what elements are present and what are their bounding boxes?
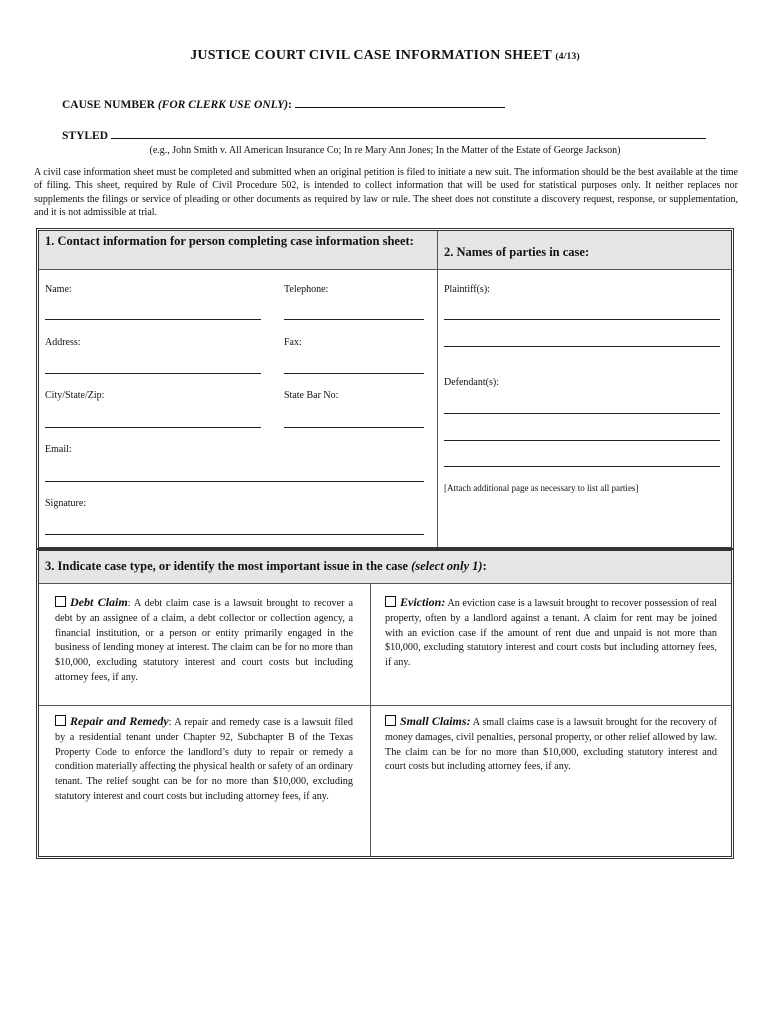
styled-row bbox=[62, 128, 706, 142]
defendant-field-1[interactable] bbox=[444, 413, 720, 414]
email-field[interactable] bbox=[45, 481, 424, 482]
column-divider bbox=[437, 269, 438, 547]
signature-label: Signature: bbox=[45, 498, 87, 509]
defendant-label: Defendant(s): bbox=[444, 377, 499, 388]
section2-heading: 2. Names of parties in case: bbox=[444, 245, 590, 259]
defendant-field-3[interactable] bbox=[444, 466, 720, 467]
case-description: A debt claim case is a lawsuit brought to recover a debt by an assignee of a claim, a debt collector or collection agency, a financial institution, or a person or entity primarily engaged in the business of lending money at interest. The claim can be for no more than $10,000, excluding statutory interest and court costs but including attorney fees, if any. bbox=[55, 598, 353, 683]
case-name: Repair and Remedy bbox=[70, 714, 169, 728]
section3-heading-colon: : bbox=[482, 559, 487, 573]
plaintiff-field-2[interactable] bbox=[444, 346, 720, 347]
case-name: Small Claims: bbox=[400, 714, 471, 728]
section3-heading-select: (select only 1) bbox=[411, 559, 483, 573]
email-label: Email: bbox=[45, 444, 72, 455]
fax-field[interactable] bbox=[284, 373, 424, 374]
small-claims-checkbox[interactable] bbox=[385, 715, 396, 726]
case-sep: : bbox=[168, 717, 175, 728]
cause-colon: : bbox=[288, 99, 292, 111]
cause-number-field[interactable] bbox=[295, 97, 505, 108]
case-name: Debt Claim bbox=[70, 595, 128, 609]
case-debt-claim[interactable] bbox=[55, 595, 353, 686]
clerk-use-note: (FOR CLERK USE ONLY) bbox=[157, 99, 289, 111]
form-version: (4/13) bbox=[555, 52, 580, 62]
bar-number-field[interactable] bbox=[284, 427, 424, 428]
case-row-divider bbox=[39, 705, 731, 706]
debt-claim-checkbox[interactable] bbox=[55, 596, 66, 607]
section1-header bbox=[39, 231, 438, 270]
contact-parties-box bbox=[36, 228, 734, 550]
parties-note: [Attach additional page as necessary to list all parties] bbox=[444, 483, 639, 493]
case-small-claims[interactable] bbox=[385, 714, 717, 775]
styled-label: STYLED bbox=[62, 130, 109, 142]
case-description: A small claims case is a lawsuit brought for the recovery of money damages, civil penalties, personal property, or other relief allowed by law. The claim can be for no more than $10,000, excluding statutory interest and court costs but including attorney fees, if any. bbox=[385, 717, 717, 773]
case-eviction[interactable] bbox=[385, 595, 717, 671]
plaintiff-field-1[interactable] bbox=[444, 319, 720, 320]
address-field[interactable] bbox=[45, 373, 261, 374]
cause-number-row bbox=[62, 97, 505, 111]
form-title-text: JUSTICE COURT CIVIL CASE INFORMATION SHEET bbox=[190, 48, 552, 63]
case-repair-remedy[interactable] bbox=[55, 714, 353, 805]
eviction-checkbox[interactable] bbox=[385, 596, 396, 607]
section3-heading bbox=[45, 559, 487, 574]
telephone-field[interactable] bbox=[284, 319, 424, 320]
section3-header bbox=[39, 551, 731, 584]
case-description: An eviction case is a lawsuit brought to recover possession of real property, often by a landlord against a tenant. A claim for rent may be joined with an eviction case if the amount of rent due and unpaid is not more than $10,000, excluding statutory interest and court costs but including attorney fees, if any. bbox=[385, 598, 717, 669]
plaintiff-label: Plaintiff(s): bbox=[444, 284, 490, 295]
case-type-box bbox=[36, 548, 734, 859]
fax-label: Fax: bbox=[284, 337, 302, 348]
section2-header bbox=[438, 231, 731, 270]
case-description: A repair and remedy case is a lawsuit filed by a residential tenant under Chapter 92, Subchapter B of the Texas Property Code to enforce the landlord’s duty to repair or remedy a condition materially affecting the physical health or safety of an ordinary tenant. The relief sought can be for no more than $10,000, excluding statutory interest and court costs but including attorney fees, if any. bbox=[55, 717, 354, 802]
signature-field[interactable] bbox=[45, 534, 424, 535]
city-field[interactable] bbox=[45, 427, 261, 428]
defendant-field-2[interactable] bbox=[444, 440, 720, 441]
city-label: City/State/Zip: bbox=[45, 390, 105, 401]
case-name: Eviction: bbox=[400, 595, 446, 609]
name-label: Name: bbox=[45, 284, 72, 295]
form-title bbox=[0, 48, 770, 64]
bar-number-label: State Bar No: bbox=[284, 390, 339, 401]
styled-example: (e.g., John Smith v. All American Insurance Co; In re Mary Ann Jones; In the Matter of the Estate of George Jackson) bbox=[149, 145, 621, 156]
telephone-label: Telephone: bbox=[284, 284, 329, 295]
case-column-divider bbox=[370, 583, 371, 856]
case-sep: : bbox=[127, 598, 134, 609]
repair-remedy-checkbox[interactable] bbox=[55, 715, 66, 726]
address-label: Address: bbox=[45, 337, 81, 348]
intro-paragraph: A civil case information sheet must be completed and submitted when an original petition is filed to initiate a new suit. The information should be the best available at the time of filing. This sheet, required by Rule of Civil Procedure 502, is intended to collect information that will be used for statistical purposes only. It neither replaces nor supplements the filings or service of pleading or other documents as required by law or rule. The sheet does not constitute a discovery request, response, or supplementation, and it is not admissible at trial. bbox=[34, 167, 738, 218]
section1-heading: 1. Contact information for person completing case information sheet: bbox=[45, 234, 414, 248]
styled-field[interactable] bbox=[111, 128, 706, 139]
section3-heading-main: 3. Indicate case type, or identify the most important issue in the case bbox=[45, 559, 412, 573]
name-field[interactable] bbox=[45, 319, 261, 320]
cause-number-label: CAUSE NUMBER bbox=[62, 99, 155, 111]
